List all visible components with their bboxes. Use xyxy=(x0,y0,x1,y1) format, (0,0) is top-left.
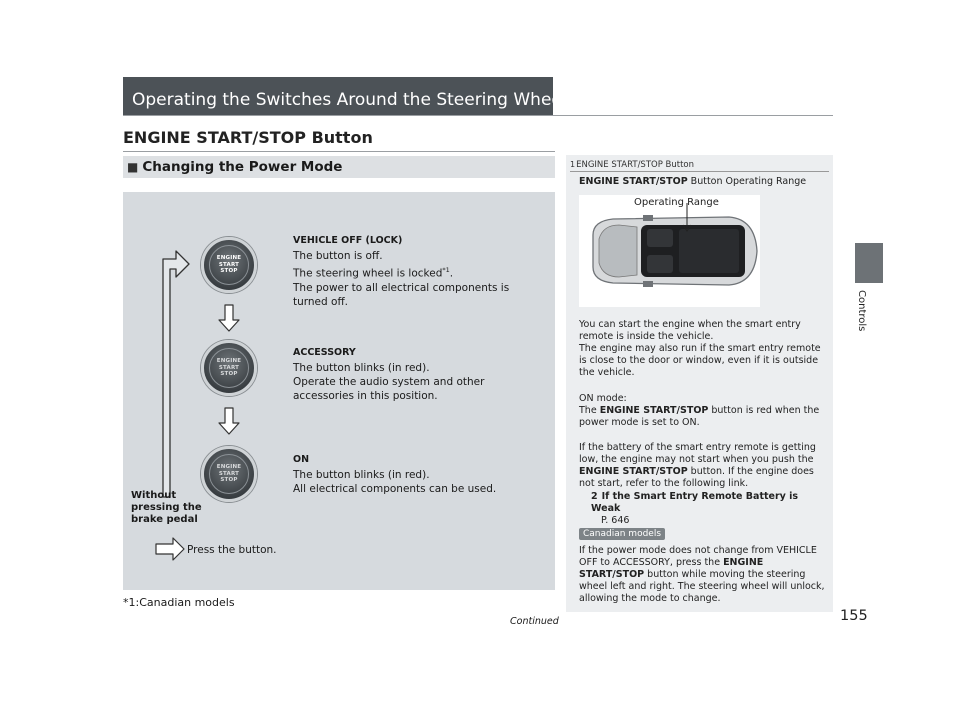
chapter-tab xyxy=(855,243,883,283)
power-mode-diagram xyxy=(123,192,555,590)
press-button-label: Press the button. xyxy=(187,544,277,556)
engine-button-icon: ENGINE START STOP xyxy=(201,340,257,396)
battery-paragraph: If the battery of the smart entry remote is getting low, the engine may not start when you push the ENGINE START/STOP button. If the engine does not start, refer to the following link. xyxy=(579,442,816,489)
right-arrow-icon xyxy=(156,538,184,560)
side-note-panel xyxy=(566,155,833,612)
return-arrow-icon xyxy=(163,251,189,497)
battery-link[interactable]: 2 If the Smart Entry Remote Battery is Weak P. 646 xyxy=(591,491,799,526)
side-divider xyxy=(570,171,829,172)
without-pedal-label: Without pressing the brake pedal xyxy=(131,490,202,525)
page-title: ENGINE START/STOP Button xyxy=(123,128,373,147)
canadian-paragraph: If the power mode does not change from VEHICLE OFF to ACCESSORY, press the ENGINE START/STOP button while moving the steering wheel left and right. The steering wheel will unlock, allowing the mode to change. xyxy=(579,545,825,604)
engine-button-icon: ENGINE START STOP xyxy=(201,237,257,293)
section-divider xyxy=(123,115,833,116)
state-vehicle-off: VEHICLE OFF (LOCK) The button is off. The steering wheel is locked$^{*1}$. The power to all electrical components is turned off. xyxy=(293,235,510,308)
range-caption: ENGINE START/STOP Button Operating Range xyxy=(579,176,807,187)
footnote-ref: *1 xyxy=(442,266,450,274)
continued-label: Continued xyxy=(510,616,559,627)
state-on: ON The button blinks (in red). All electrical components can be used. xyxy=(293,454,497,495)
car-icon xyxy=(579,195,760,307)
operating-range-label: Operating Range xyxy=(634,197,719,208)
subheader-text: Changing the Power Mode xyxy=(142,159,343,175)
section-header: Operating the Switches Around the Steering Wheel xyxy=(123,77,553,116)
down-arrow-icon xyxy=(219,408,239,434)
on-mode-paragraph: ON mode: The ENGINE START/STOP button is red when the power mode is set to ON. xyxy=(579,393,820,428)
link-arrow-icon: 2 xyxy=(591,491,598,502)
smart-entry-paragraph: You can start the engine when the smart entry remote is inside the vehicle. The engine may also run if the smart entry remote is close to the door or window, even if it is outside the vehicle. xyxy=(579,319,821,378)
down-arrow-icon xyxy=(219,305,239,331)
side-note-header: 1ENGINE START/STOP Button xyxy=(570,160,695,170)
footnote: *1:Canadian models xyxy=(123,596,235,609)
title-divider xyxy=(123,151,555,152)
engine-button-icon: ENGINE START STOP xyxy=(201,446,257,502)
note-marker-icon: 1 xyxy=(570,160,576,169)
square-bullet-icon: ■ xyxy=(127,160,139,174)
subheader xyxy=(123,156,555,178)
car-top-view-image xyxy=(579,195,760,307)
state-accessory: ACCESSORY The button blinks (in red). Operate the audio system and other accessories in this position. xyxy=(293,347,485,402)
canadian-models-badge: Canadian models xyxy=(579,528,665,540)
chapter-label: Controls xyxy=(856,290,867,332)
page-number: 155 xyxy=(840,608,868,624)
